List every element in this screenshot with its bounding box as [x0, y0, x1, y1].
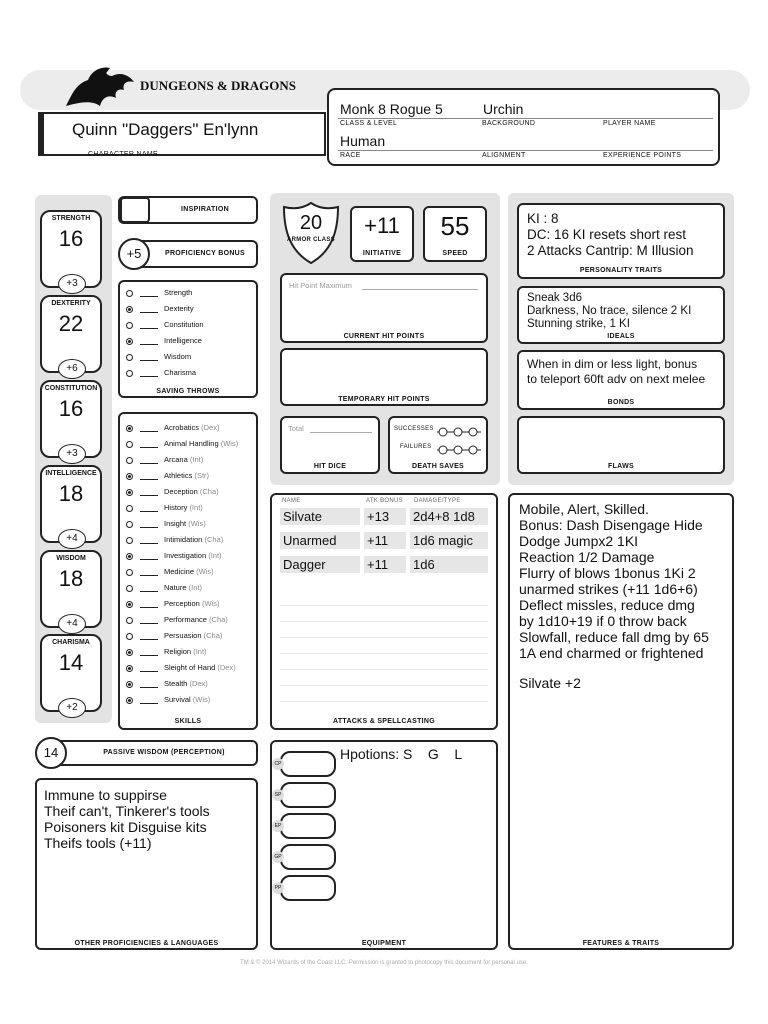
- logo-text: DUNGEONS & DRAGONS: [140, 78, 297, 93]
- modifier-line[interactable]: [140, 479, 158, 480]
- ability-name: STRENGTH: [51, 215, 91, 222]
- skill-label: [164, 631, 222, 640]
- row-attribute: (Cha): [203, 631, 223, 640]
- proficiency-bubble[interactable]: [126, 665, 133, 672]
- skill-label: [164, 567, 214, 576]
- proficiency-bubble[interactable]: [126, 505, 133, 512]
- proficiency-bubble[interactable]: [126, 681, 133, 688]
- text-line: Theif can't, Tinkerer's tools: [44, 803, 210, 819]
- skill-label: [164, 471, 209, 480]
- skill-row[interactable]: [120, 502, 256, 518]
- row-name: Charisma: [164, 368, 197, 377]
- saving-throw-label: [164, 368, 196, 377]
- proficiency-bubble[interactable]: [126, 425, 133, 432]
- text-line: Mobile, Alert, Skilled.: [519, 501, 649, 517]
- text-line: 1A end charmed or frightened: [519, 645, 704, 661]
- race-value[interactable]: Human: [340, 133, 386, 149]
- row-name: Acrobatics: [164, 423, 200, 432]
- skill-label: [164, 439, 238, 448]
- modifier-line[interactable]: [140, 376, 158, 377]
- row-attribute: (Wis): [196, 567, 214, 576]
- attacks-label: ATTACKS & SPELLCASTING: [332, 718, 435, 725]
- skill-label: [164, 455, 203, 464]
- skills-list: [120, 422, 256, 712]
- player-name-label: PLAYER NAME: [603, 120, 656, 127]
- proficiency-bubble[interactable]: [126, 585, 133, 592]
- other-proficiencies-text[interactable]: [44, 787, 254, 851]
- coin-label: EP: [272, 820, 284, 832]
- ability-strength: [40, 210, 102, 288]
- proficiency-bubble[interactable]: [126, 370, 133, 377]
- text-line: by 1d10+19 if 0 throw back: [519, 613, 687, 629]
- xp-label: EXPERIENCE POINTS: [603, 152, 682, 159]
- row-attribute: (Dex): [217, 663, 236, 672]
- row-attribute: (Int): [189, 455, 204, 464]
- skill-label: [164, 615, 228, 624]
- row-attribute: (Int): [193, 647, 207, 656]
- ability-score[interactable]: 16: [58, 396, 84, 421]
- proficiency-bubble[interactable]: [126, 441, 133, 448]
- row-name: Investigation: [164, 551, 207, 560]
- modifier-line[interactable]: [140, 703, 158, 704]
- ability-name: CONSTITUTION: [44, 385, 98, 392]
- row-attribute: (Int): [188, 583, 202, 592]
- saving-throw-row[interactable]: [120, 319, 256, 335]
- attack-damage[interactable]: 1d6 magic: [410, 532, 488, 549]
- text-line: Theifs tools (+11): [44, 835, 152, 851]
- row-name: Deception: [164, 487, 198, 496]
- proficiency-bubble[interactable]: [126, 354, 133, 361]
- skill-label: [164, 583, 202, 592]
- equipment-label: EQUIPMENT: [361, 940, 407, 947]
- row-name: Strength: [164, 288, 193, 297]
- modifier-line[interactable]: [140, 431, 158, 432]
- row-name: Nature: [164, 583, 187, 592]
- modifier-line[interactable]: [140, 655, 158, 656]
- text-line: Bonus: Dash Disengage Hide: [519, 517, 703, 533]
- inspiration-checkbox[interactable]: [120, 197, 150, 223]
- proficiency-bubble[interactable]: [126, 457, 133, 464]
- personality-text: [527, 211, 723, 259]
- header-rule-2: [338, 150, 713, 151]
- armor-class-label: [280, 237, 342, 244]
- coin-label: GP: [272, 851, 284, 863]
- proficiency-bubble[interactable]: [126, 697, 133, 704]
- ability-intelligence: [40, 465, 102, 543]
- proficiency-bubble[interactable]: [126, 617, 133, 624]
- skill-label: [164, 647, 207, 656]
- text-line: 2 Attacks Cantrip: M Illusion: [527, 243, 694, 258]
- class-level-value[interactable]: Monk 8 Rogue 5: [340, 101, 443, 117]
- text-line: KI : 8: [527, 211, 559, 226]
- text-line: Dodge Jumpx2 1KI: [519, 533, 639, 549]
- row-name: Arcana: [164, 455, 188, 464]
- row-name: Constitution: [164, 320, 204, 329]
- text-line: to teleport 60ft adv on next melee: [527, 372, 706, 386]
- hp-max-line: [362, 289, 478, 290]
- ability-wisdom: [40, 550, 102, 628]
- skill-row[interactable]: [120, 422, 256, 438]
- row-attribute: (Cha): [199, 487, 219, 496]
- ability-score[interactable]: 18: [58, 481, 84, 506]
- row-name: History: [164, 503, 188, 512]
- attack-bonus[interactable]: +11: [364, 556, 406, 573]
- modifier-line[interactable]: [140, 543, 158, 544]
- ideals-label: IDEALS: [607, 333, 635, 340]
- ability-constitution: [40, 380, 102, 458]
- proficiency-label: PROFICIENCY BONUS: [164, 250, 246, 257]
- saving-throw-row[interactable]: [120, 303, 256, 319]
- row-name: Survival: [164, 695, 191, 704]
- skill-label: [164, 535, 223, 544]
- modifier-line[interactable]: [140, 447, 158, 448]
- text-line: Silvate +2: [519, 675, 581, 691]
- row-name: Dexterity: [164, 304, 194, 313]
- row-attribute: (Wis): [220, 439, 239, 448]
- row-attribute: (Wis): [201, 599, 220, 608]
- saving-throw-row[interactable]: [120, 287, 256, 303]
- successes-label: SUCCESSES: [394, 426, 434, 432]
- background-label: BACKGROUND: [482, 120, 536, 127]
- text-line: Sneak 3d6: [527, 292, 582, 304]
- modifier-line[interactable]: [140, 527, 158, 528]
- text-line: Slowfall, reduce fall dmg by 65: [519, 629, 709, 645]
- modifier-line[interactable]: [140, 296, 158, 297]
- skill-row[interactable]: [120, 486, 256, 502]
- inspiration-label: INSPIRATION: [181, 206, 229, 213]
- proficiency-bubble[interactable]: [126, 322, 133, 329]
- row-name: Sleight of Hand: [164, 663, 216, 672]
- row-name: Stealth: [164, 679, 188, 688]
- proficiency-bubble[interactable]: [126, 290, 133, 297]
- ability-modifier[interactable]: +3: [58, 274, 86, 294]
- text-line: DC: 16 KI resets short rest: [527, 227, 687, 242]
- skill-label: [164, 519, 206, 528]
- row-name: Athletics: [164, 471, 193, 480]
- armor-class-value: 20: [299, 212, 323, 234]
- passive-wisdom-value: 14: [43, 745, 59, 760]
- attack-damage[interactable]: 2d4+8 1d8: [410, 508, 488, 525]
- equipment-text[interactable]: Hpotions: S G L: [340, 746, 463, 762]
- skill-row[interactable]: [120, 582, 256, 598]
- saving-throw-row[interactable]: [120, 351, 256, 367]
- modifier-line[interactable]: [140, 559, 158, 560]
- skill-row[interactable]: [120, 678, 256, 694]
- proficiency-bubble[interactable]: [126, 649, 133, 656]
- class-level-label: CLASS & LEVEL: [340, 120, 398, 127]
- hit-dice-total-label: Total: [288, 424, 304, 433]
- skill-row[interactable]: [120, 470, 256, 486]
- skill-row[interactable]: [120, 614, 256, 630]
- skill-label: [164, 487, 219, 496]
- bonds-text: [527, 357, 723, 387]
- ideals-text: [527, 292, 723, 331]
- coin-label: CP: [272, 758, 284, 770]
- attack-bonus[interactable]: +13: [364, 508, 406, 525]
- flaws-label: FLAWS: [608, 463, 634, 470]
- skill-label: [164, 679, 208, 688]
- ability-name: CHARISMA: [52, 639, 90, 646]
- skill-row[interactable]: [120, 550, 256, 566]
- ability-modifier[interactable]: +2: [58, 698, 86, 718]
- modifier-line[interactable]: [140, 591, 158, 592]
- ability-name: DEXTERITY: [51, 300, 91, 307]
- initiative-label: INITIATIVE: [362, 250, 402, 257]
- coin-pp[interactable]: [274, 875, 336, 901]
- modifier-line[interactable]: [140, 495, 158, 496]
- saving-throw-label: [164, 352, 191, 361]
- skill-row[interactable]: [120, 598, 256, 614]
- character-name-value[interactable]: Quinn "Daggers" En'lynn: [72, 120, 259, 139]
- race-label: RACE: [340, 152, 361, 159]
- row-name: Persuasion: [164, 631, 202, 640]
- saving-throw-row[interactable]: [120, 367, 256, 383]
- row-attribute: (Cha): [204, 535, 224, 544]
- attack-name[interactable]: Silvate: [280, 508, 360, 525]
- bonds-label: BONDS: [607, 399, 635, 406]
- other-proficiencies-label: OTHER PROFICIENCIES & LANGUAGES: [74, 940, 219, 947]
- attack-bonus[interactable]: +11: [364, 532, 406, 549]
- modifier-line[interactable]: [140, 312, 158, 313]
- skill-label: [164, 599, 219, 608]
- ability-name: INTELLIGENCE: [45, 470, 97, 477]
- text-line: When in dim or less light, bonus: [527, 357, 698, 371]
- skill-row[interactable]: [120, 662, 256, 678]
- modifier-line[interactable]: [140, 328, 158, 329]
- proficiency-value: +5: [126, 246, 142, 261]
- row-attribute: (Int): [189, 503, 203, 512]
- row-name: Intimidation: [164, 535, 203, 544]
- death-saves-label: DEATH SAVES: [411, 463, 465, 470]
- features-text: [519, 501, 729, 691]
- row-attribute: (Dex): [201, 423, 220, 432]
- coin-label: SP: [272, 789, 284, 801]
- attack-name[interactable]: Dagger: [280, 556, 360, 573]
- modifier-line[interactable]: [140, 511, 158, 512]
- coin-cp[interactable]: [274, 751, 336, 777]
- modifier-line[interactable]: [140, 360, 158, 361]
- footer-copyright: TM & © 2014 Wizards of the Coast LLC. Permission is granted to photocopy this document for personal use.: [240, 960, 528, 966]
- current-hp-label: CURRENT HIT POINTS: [343, 333, 425, 340]
- text-line: Poisoners kit Disguise kits: [44, 819, 207, 835]
- failures-bubbles[interactable]: [437, 442, 481, 452]
- saving-throws-list: [120, 287, 256, 387]
- text-line: Darkness, No trace, silence 2 KI: [527, 305, 692, 317]
- character-name-label: CHARACTER NAME: [88, 151, 158, 158]
- row-name: Perception: [164, 599, 200, 608]
- coin-gp[interactable]: [274, 844, 336, 870]
- ability-score[interactable]: 22: [58, 311, 84, 336]
- ability-charisma: [40, 634, 102, 712]
- proficiency-bubble[interactable]: [126, 489, 133, 496]
- proficiency-bubble[interactable]: [126, 306, 133, 313]
- row-attribute: (Wis): [188, 519, 206, 528]
- coin-ep[interactable]: [274, 813, 336, 839]
- row-name: Insight: [164, 519, 187, 528]
- attacks-col-name: NAME: [282, 498, 301, 504]
- row-name: Medicine: [164, 567, 195, 576]
- features-label: FEATURES & TRAITS: [582, 940, 660, 947]
- proficiency-bubble[interactable]: [126, 569, 133, 576]
- row-attribute: (Dex): [189, 679, 208, 688]
- row-attribute: (Str): [194, 471, 210, 480]
- modifier-line[interactable]: [140, 639, 158, 640]
- skill-row[interactable]: [120, 518, 256, 534]
- skill-label: [164, 551, 222, 560]
- skill-label: [164, 423, 219, 432]
- row-name: Religion: [164, 647, 192, 656]
- proficiency-bubble[interactable]: [126, 633, 133, 640]
- skill-label: [164, 663, 236, 672]
- coin-label: PP: [272, 882, 284, 894]
- proficiency-bubble[interactable]: [126, 521, 133, 528]
- text-line: unarmed strikes (+11 1d6+6): [519, 581, 698, 597]
- ability-modifier[interactable]: +4: [58, 614, 86, 634]
- modifier-line[interactable]: [140, 463, 158, 464]
- attacks-col-damage: DAMAGE/TYPE: [414, 498, 461, 504]
- proficiency-bubble[interactable]: [126, 338, 133, 345]
- ability-score[interactable]: 18: [58, 566, 84, 591]
- ability-name: WISDOM: [56, 555, 86, 562]
- saving-throw-label: [164, 336, 202, 345]
- temp-hp-label: TEMPORARY HIT POINTS: [338, 396, 430, 403]
- skill-row[interactable]: [120, 630, 256, 646]
- row-attribute: (Int): [208, 551, 222, 560]
- proficiency-bubble[interactable]: [126, 537, 133, 544]
- row-name: Intelligence: [164, 336, 202, 345]
- saving-throw-label: [164, 320, 204, 329]
- attacks-notes-lines[interactable]: [280, 590, 488, 710]
- proficiency-bubble[interactable]: [126, 601, 133, 608]
- background-value[interactable]: Urchin: [483, 101, 524, 117]
- coin-sp[interactable]: [274, 782, 336, 808]
- ability-dexterity: [40, 295, 102, 373]
- modifier-line[interactable]: [140, 623, 158, 624]
- text-line: Stunning strike, 1 KI: [527, 318, 630, 330]
- passive-wisdom-circle[interactable]: [35, 737, 67, 769]
- hit-dice-total-line: [310, 432, 372, 433]
- attack-damage[interactable]: 1d6: [410, 556, 488, 573]
- row-name: Wisdom: [164, 352, 192, 361]
- saving-throw-label: [164, 288, 192, 297]
- hit-dice-label: HIT DICE: [313, 463, 347, 470]
- row-name: Animal Handling: [164, 439, 219, 448]
- header-rule-1: [338, 118, 713, 119]
- ability-modifier[interactable]: +4: [58, 529, 86, 549]
- dragon-logo-icon: [62, 64, 142, 110]
- row-attribute: (Wis): [192, 695, 211, 704]
- speed-value: 55: [440, 211, 470, 241]
- attack-name[interactable]: Unarmed: [280, 532, 360, 549]
- ability-modifier[interactable]: +6: [58, 359, 86, 379]
- row-attribute: (Cha): [209, 615, 228, 624]
- skill-label: [164, 503, 203, 512]
- skill-row[interactable]: [120, 438, 256, 454]
- skill-row[interactable]: [120, 454, 256, 470]
- skill-row[interactable]: [120, 534, 256, 550]
- saving-throw-row[interactable]: [120, 335, 256, 351]
- personality-label: PERSONALITY TRAITS: [579, 267, 663, 274]
- proficiency-bubble[interactable]: [126, 553, 133, 560]
- modifier-line[interactable]: [140, 671, 158, 672]
- skill-label: [164, 695, 210, 704]
- modifier-line[interactable]: [140, 687, 158, 688]
- skill-row[interactable]: [120, 646, 256, 662]
- successes-bubbles[interactable]: [437, 424, 481, 434]
- modifier-line[interactable]: [140, 575, 158, 576]
- attacks-col-bonus: ATK BONUS: [366, 498, 403, 504]
- ability-score[interactable]: 16: [58, 226, 84, 251]
- text-line: Deflect missles, reduce dmg: [519, 597, 695, 613]
- text-line: [519, 661, 729, 675]
- proficiency-bubble[interactable]: [126, 473, 133, 480]
- proficiency-value-circle[interactable]: [118, 238, 150, 270]
- text-line: Flurry of blows 1bonus 1Ki 2: [519, 565, 696, 581]
- ability-score[interactable]: 14: [58, 650, 84, 675]
- skills-label: SKILLS: [174, 718, 202, 725]
- skill-row[interactable]: [120, 566, 256, 582]
- alignment-label: ALIGNMENT: [482, 152, 526, 159]
- hp-max-label: Hit Point Maximum: [289, 281, 352, 290]
- saving-throw-label: [164, 304, 194, 313]
- modifier-line[interactable]: [140, 607, 158, 608]
- armor-class-label-text: ARMOR CLASS: [287, 237, 335, 243]
- modifier-line[interactable]: [140, 344, 158, 345]
- initiative-value: +11: [364, 213, 400, 238]
- text-line: Reaction 1/2 Damage: [519, 549, 655, 565]
- passive-wisdom-label: PASSIVE WISDOM (PERCEPTION): [103, 749, 225, 756]
- speed-label: SPEED: [442, 250, 468, 257]
- saving-throws-label: SAVING THROWS: [156, 388, 220, 395]
- row-name: Performance: [164, 615, 207, 624]
- ability-modifier[interactable]: +3: [58, 444, 86, 464]
- text-line: Immune to suppirse: [44, 787, 167, 803]
- skill-row[interactable]: [120, 694, 256, 710]
- failures-label: FAILURES: [400, 444, 432, 450]
